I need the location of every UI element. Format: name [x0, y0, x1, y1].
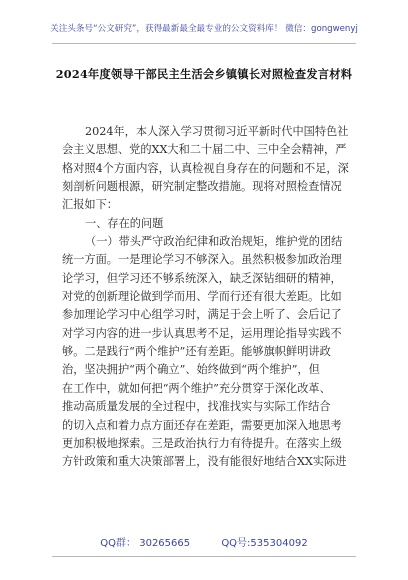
body-line: 治，坚决拥护“两个确立”、始终做到“两个维护”，但 [62, 363, 320, 377]
body-line: 在工作中，就如何把“两个维护”充分贯穿于深化改革、 [62, 381, 331, 395]
header-divider [52, 43, 356, 44]
body-line: 刻剖析问题根源，研究制定整改措施。现将对照检查情况 [62, 180, 342, 194]
body-line: 论学习，但学习还不够系统深入，缺乏深钻细研的精神， [62, 271, 342, 285]
footer-qq-group: QQ群： 30265665 [100, 538, 191, 549]
footer-divider [52, 556, 356, 557]
footer-contact [0, 534, 408, 549]
document-body [62, 123, 354, 472]
body-line: 统一方面。一是理论学习不够深入。虽然积极参加政治理 [62, 253, 342, 267]
body-line: 会主义思想、党的XX大和二十届二中、三中全会精神，严 [62, 143, 347, 157]
body-line: 格对照4个方面内容，认真检视自身存在的问题和不足，深 [62, 161, 349, 175]
body-line: 对党的创新理论做到学而用、学而行还有很大差距。比如 [62, 290, 342, 304]
body-line: 推动高质量发展的全过程中，找准找实与实际工作结合 [62, 400, 331, 414]
body-line: 方针政策和重大决策部署上，没有能很好地结合XX实际进 [62, 455, 347, 469]
body-line: 对学习内容的进一步认真思考不足，运用理论指导实践不 [62, 326, 342, 340]
header-banner: 关注头条号“公文研究”，获得最新最全最专业的公文资料库！ 微信：gongwenyj [50, 24, 358, 34]
body-line: 更加积极地探索。三是政治执行力有待提升。在落实上级 [62, 436, 342, 450]
body-line: 汇报如下： [62, 198, 118, 212]
footer-qq-number: QQ号:535304092 [221, 538, 308, 549]
body-line: （一）带头严守政治纪律和政治规矩，维护党的团结 [85, 235, 343, 249]
document-title: 2024年度领导干部民主生活会乡镇镇长对照检查发言材料 [55, 67, 353, 81]
body-line: 2024年，本人深入学习贯彻习近平新时代中国特色社 [85, 125, 349, 138]
body-line: 参加理论学习中心组学习时，满足于会上听了、会后记了 [62, 308, 342, 322]
body-line: 够。二是践行“两个维护”还有差距。能够旗帜鲜明讲政 [62, 345, 331, 359]
section-heading: 一、存在的问题 [85, 216, 164, 230]
body-line: 的切入点和着力点方面还存在差距，需要更加深入地思考 [62, 418, 342, 432]
